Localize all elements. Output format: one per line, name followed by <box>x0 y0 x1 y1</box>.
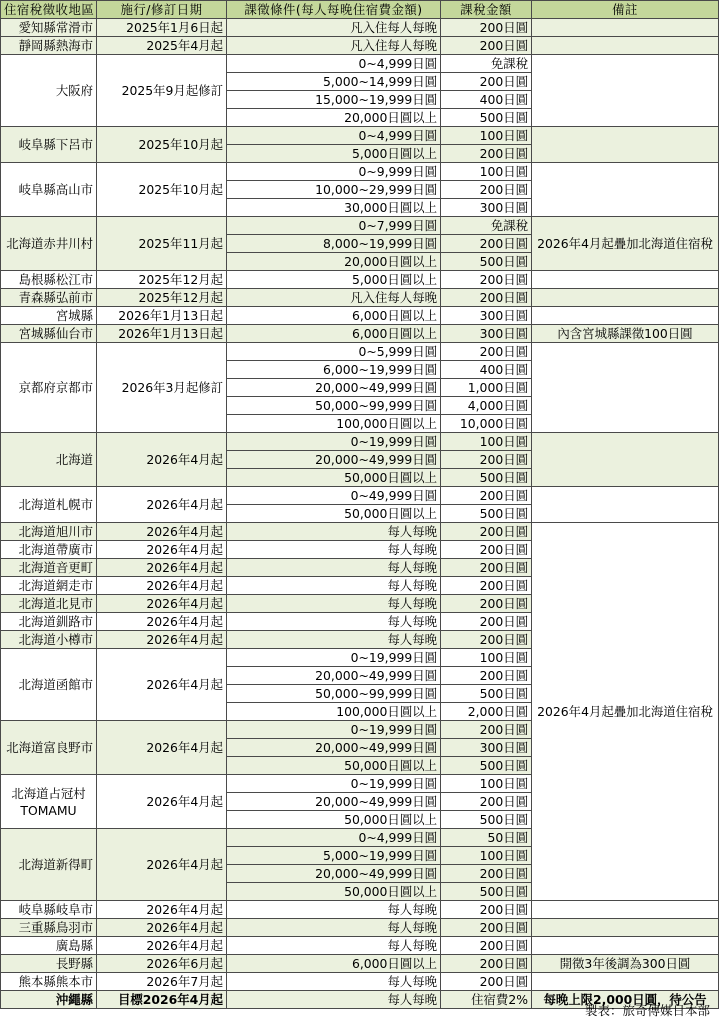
condition-cell: 20,000~49,999日圓 <box>227 865 441 883</box>
condition-cell: 50,000日圓以上 <box>227 883 441 901</box>
condition-cell: 8,000~19,999日圓 <box>227 235 441 253</box>
condition-cell: 20,000~49,999日圓 <box>227 667 441 685</box>
condition-cell: 每人每晚 <box>227 631 441 649</box>
area-cell: 三重縣鳥羽市 <box>1 919 97 937</box>
amount-cell: 100日圓 <box>441 847 532 865</box>
condition-cell: 30,000日圓以上 <box>227 199 441 217</box>
amount-cell: 500日圓 <box>441 811 532 829</box>
note-cell <box>532 937 719 955</box>
condition-cell: 20,000日圓以上 <box>227 109 441 127</box>
amount-cell: 500日圓 <box>441 685 532 703</box>
table-row <box>1 55 719 73</box>
date-cell: 2026年6月起 <box>97 955 227 973</box>
date-cell: 2026年4月起 <box>97 649 227 721</box>
note-cell <box>532 973 719 991</box>
table-row <box>1 937 719 955</box>
condition-cell: 5,000日圓以上 <box>227 271 441 289</box>
condition-cell: 每人每晚 <box>227 973 441 991</box>
condition-cell: 0~19,999日圓 <box>227 649 441 667</box>
area-cell: 北海道 <box>1 433 97 487</box>
amount-cell: 200日圓 <box>441 631 532 649</box>
date-cell: 2026年3月起修訂 <box>97 343 227 433</box>
amount-cell: 500日圓 <box>441 505 532 523</box>
condition-cell: 50,000日圓以上 <box>227 505 441 523</box>
amount-cell: 500日圓 <box>441 883 532 901</box>
note-cell: 開徵3年後調為300日圓 <box>532 955 719 973</box>
amount-cell: 100日圓 <box>441 127 532 145</box>
amount-cell: 10,000日圓 <box>441 415 532 433</box>
condition-cell: 0~5,999日圓 <box>227 343 441 361</box>
table-row <box>1 19 719 37</box>
condition-cell: 每人每晚 <box>227 937 441 955</box>
note-cell: 內含宮城縣課徵100日圓 <box>532 325 719 343</box>
date-cell: 2025年1月6日起 <box>97 19 227 37</box>
amount-cell: 200日圓 <box>441 343 532 361</box>
condition-cell: 每人每晚 <box>227 919 441 937</box>
table-row <box>1 955 719 973</box>
table-row <box>1 127 719 145</box>
merged-note-cell: 2026年4月起疊加北海道住宿稅 <box>532 523 719 901</box>
note-cell <box>532 307 719 325</box>
amount-cell: 50日圓 <box>441 829 532 847</box>
amount-cell: 200日圓 <box>441 559 532 577</box>
condition-cell: 0~4,999日圓 <box>227 829 441 847</box>
condition-cell: 0~4,999日圓 <box>227 55 441 73</box>
condition-cell: 50,000~99,999日圓 <box>227 397 441 415</box>
area-cell: 北海道赤井川村 <box>1 217 97 271</box>
date-cell: 2026年4月起 <box>97 595 227 613</box>
amount-cell: 300日圓 <box>441 325 532 343</box>
table-row <box>1 919 719 937</box>
condition-cell: 0~7,999日圓 <box>227 217 441 235</box>
date-cell: 2026年4月起 <box>97 559 227 577</box>
area-cell: 靜岡縣熱海市 <box>1 37 97 55</box>
condition-cell: 5,000~14,999日圓 <box>227 73 441 91</box>
header-note: 備註 <box>532 1 719 19</box>
area-cell: 宮城縣 <box>1 307 97 325</box>
note-cell <box>532 487 719 523</box>
amount-cell: 200日圓 <box>441 37 532 55</box>
table-row <box>1 487 719 505</box>
condition-cell: 每人每晚 <box>227 613 441 631</box>
amount-cell: 200日圓 <box>441 523 532 541</box>
amount-cell: 免課稅 <box>441 217 532 235</box>
area-cell: 北海道旭川市 <box>1 523 97 541</box>
condition-cell: 5,000日圓以上 <box>227 145 441 163</box>
date-cell: 2026年4月起 <box>97 523 227 541</box>
amount-cell: 200日圓 <box>441 595 532 613</box>
condition-cell: 6,000日圓以上 <box>227 955 441 973</box>
header-area: 住宿稅徵收地區 <box>1 1 97 19</box>
amount-cell: 100日圓 <box>441 649 532 667</box>
date-cell: 2026年4月起 <box>97 487 227 523</box>
table-row <box>1 307 719 325</box>
table-row <box>1 163 719 181</box>
condition-cell: 50,000日圓以上 <box>227 811 441 829</box>
note-cell <box>532 271 719 289</box>
date-cell: 2025年10月起 <box>97 127 227 163</box>
amount-cell: 1,000日圓 <box>441 379 532 397</box>
area-cell: 北海道北見市 <box>1 595 97 613</box>
note-cell <box>532 127 719 163</box>
condition-cell: 凡入住每人每晚 <box>227 37 441 55</box>
condition-cell: 0~9,999日圓 <box>227 163 441 181</box>
condition-cell: 每人每晚 <box>227 595 441 613</box>
condition-cell: 100,000日圓以上 <box>227 703 441 721</box>
area-cell: 岐阜縣高山市 <box>1 163 97 217</box>
date-cell: 2025年11月起 <box>97 217 227 271</box>
area-cell: 長野縣 <box>1 955 97 973</box>
area-cell: 北海道新得町 <box>1 829 97 901</box>
date-cell: 2025年9月起修訂 <box>97 55 227 127</box>
area-cell: 岐阜縣岐阜市 <box>1 901 97 919</box>
amount-cell: 2,000日圓 <box>441 703 532 721</box>
area-cell: 北海道小樽市 <box>1 631 97 649</box>
date-cell: 2026年7月起 <box>97 973 227 991</box>
amount-cell: 500日圓 <box>441 469 532 487</box>
amount-cell: 住宿費2% <box>441 991 532 1009</box>
table-row <box>1 523 719 541</box>
table-row <box>1 901 719 919</box>
condition-cell: 50,000~99,999日圓 <box>227 685 441 703</box>
date-cell: 2026年4月起 <box>97 919 227 937</box>
condition-cell: 6,000~19,999日圓 <box>227 361 441 379</box>
amount-cell: 200日圓 <box>441 955 532 973</box>
condition-cell: 每人每晚 <box>227 523 441 541</box>
amount-cell: 200日圓 <box>441 937 532 955</box>
date-cell: 2026年4月起 <box>97 541 227 559</box>
condition-cell: 15,000~19,999日圓 <box>227 91 441 109</box>
amount-cell: 200日圓 <box>441 181 532 199</box>
area-cell: 北海道富良野市 <box>1 721 97 775</box>
date-cell: 2025年12月起 <box>97 289 227 307</box>
area-cell: 宮城縣仙台市 <box>1 325 97 343</box>
condition-cell: 0~49,999日圓 <box>227 487 441 505</box>
note-cell <box>532 55 719 127</box>
amount-cell: 500日圓 <box>441 109 532 127</box>
condition-cell: 0~19,999日圓 <box>227 775 441 793</box>
table-row <box>1 433 719 451</box>
date-cell: 2026年4月起 <box>97 613 227 631</box>
condition-cell: 100,000日圓以上 <box>227 415 441 433</box>
condition-cell: 6,000日圓以上 <box>227 325 441 343</box>
date-cell: 2025年10月起 <box>97 163 227 217</box>
amount-cell: 4,000日圓 <box>441 397 532 415</box>
amount-cell: 200日圓 <box>441 793 532 811</box>
condition-cell: 20,000~49,999日圓 <box>227 379 441 397</box>
amount-cell: 200日圓 <box>441 901 532 919</box>
amount-cell: 100日圓 <box>441 433 532 451</box>
condition-cell: 0~19,999日圓 <box>227 721 441 739</box>
table-row <box>1 217 719 235</box>
table-row <box>1 37 719 55</box>
condition-cell: 每人每晚 <box>227 991 441 1009</box>
date-cell: 2025年4月起 <box>97 37 227 55</box>
amount-cell: 200日圓 <box>441 667 532 685</box>
area-cell: 京都府京都市 <box>1 343 97 433</box>
date-cell: 2026年4月起 <box>97 631 227 649</box>
area-cell: 岐阜縣下呂市 <box>1 127 97 163</box>
date-cell: 2025年12月起 <box>97 271 227 289</box>
condition-cell: 0~4,999日圓 <box>227 127 441 145</box>
table-body <box>1 19 719 1009</box>
date-cell: 目標2026年4月起 <box>97 991 227 1009</box>
amount-cell: 400日圓 <box>441 91 532 109</box>
amount-cell: 200日圓 <box>441 973 532 991</box>
area-cell: 北海道函館市 <box>1 649 97 721</box>
date-cell: 2026年4月起 <box>97 775 227 829</box>
area-cell: 北海道占冠村 TOMAMU <box>1 775 97 829</box>
condition-cell: 每人每晚 <box>227 577 441 595</box>
condition-cell: 20,000~49,999日圓 <box>227 739 441 757</box>
condition-cell: 每人每晚 <box>227 559 441 577</box>
date-cell: 2026年4月起 <box>97 901 227 919</box>
note-cell <box>532 919 719 937</box>
amount-cell: 400日圓 <box>441 361 532 379</box>
condition-cell: 20,000~49,999日圓 <box>227 451 441 469</box>
header-amount: 課稅金額 <box>441 1 532 19</box>
table-credit: 製表：旅奇傳媒日本部 <box>584 1003 710 1018</box>
amount-cell: 200日圓 <box>441 919 532 937</box>
amount-cell: 300日圓 <box>441 739 532 757</box>
date-cell: 2026年4月起 <box>97 433 227 487</box>
amount-cell: 200日圓 <box>441 235 532 253</box>
area-cell: 廣島縣 <box>1 937 97 955</box>
amount-cell: 500日圓 <box>441 253 532 271</box>
amount-cell: 200日圓 <box>441 451 532 469</box>
table-row <box>1 325 719 343</box>
amount-cell: 200日圓 <box>441 577 532 595</box>
note-cell <box>532 19 719 37</box>
note-cell <box>532 433 719 487</box>
amount-cell: 200日圓 <box>441 865 532 883</box>
date-cell: 2026年4月起 <box>97 829 227 901</box>
condition-cell: 20,000日圓以上 <box>227 253 441 271</box>
amount-cell: 200日圓 <box>441 19 532 37</box>
area-cell: 熊本縣熊本市 <box>1 973 97 991</box>
amount-cell: 200日圓 <box>441 487 532 505</box>
date-cell: 2026年1月13日起 <box>97 325 227 343</box>
condition-cell: 10,000~29,999日圓 <box>227 181 441 199</box>
date-cell: 2026年4月起 <box>97 721 227 775</box>
condition-cell: 凡入住每人每晚 <box>227 289 441 307</box>
area-cell: 北海道札幌市 <box>1 487 97 523</box>
table-header-row <box>1 1 719 19</box>
table-row <box>1 271 719 289</box>
area-cell: 北海道音更町 <box>1 559 97 577</box>
area-cell: 沖繩縣 <box>1 991 97 1009</box>
area-cell: 北海道釧路市 <box>1 613 97 631</box>
date-cell: 2026年4月起 <box>97 577 227 595</box>
amount-cell: 200日圓 <box>441 73 532 91</box>
amount-cell: 100日圓 <box>441 163 532 181</box>
amount-cell: 免課稅 <box>441 55 532 73</box>
date-cell: 2026年4月起 <box>97 937 227 955</box>
amount-cell: 300日圓 <box>441 199 532 217</box>
area-cell: 島根縣松江市 <box>1 271 97 289</box>
amount-cell: 200日圓 <box>441 721 532 739</box>
condition-cell: 50,000日圓以上 <box>227 469 441 487</box>
amount-cell: 200日圓 <box>441 289 532 307</box>
area-cell: 青森縣弘前市 <box>1 289 97 307</box>
amount-cell: 200日圓 <box>441 271 532 289</box>
condition-cell: 50,000日圓以上 <box>227 757 441 775</box>
table-row <box>1 289 719 307</box>
note-cell <box>532 163 719 217</box>
amount-cell: 200日圓 <box>441 541 532 559</box>
amount-cell: 300日圓 <box>441 307 532 325</box>
condition-cell: 每人每晚 <box>227 901 441 919</box>
condition-cell: 6,000日圓以上 <box>227 307 441 325</box>
amount-cell: 200日圓 <box>441 145 532 163</box>
area-cell: 大阪府 <box>1 55 97 127</box>
table-row <box>1 343 719 361</box>
area-cell: 北海道帶廣市 <box>1 541 97 559</box>
note-cell <box>532 289 719 307</box>
condition-cell: 凡入住每人每晚 <box>227 19 441 37</box>
note-cell <box>532 901 719 919</box>
note-cell <box>532 343 719 433</box>
condition-cell: 20,000~49,999日圓 <box>227 793 441 811</box>
header-condition: 課徵條件(每人每晚住宿費金額) <box>227 1 441 19</box>
area-cell: 愛知縣常滑市 <box>1 19 97 37</box>
amount-cell: 200日圓 <box>441 613 532 631</box>
area-cell: 北海道網走市 <box>1 577 97 595</box>
amount-cell: 500日圓 <box>441 757 532 775</box>
note-cell <box>532 37 719 55</box>
amount-cell: 100日圓 <box>441 775 532 793</box>
condition-cell: 0~19,999日圓 <box>227 433 441 451</box>
condition-cell: 每人每晚 <box>227 541 441 559</box>
condition-cell: 5,000~19,999日圓 <box>227 847 441 865</box>
header-date: 施行/修訂日期 <box>97 1 227 19</box>
table-row <box>1 973 719 991</box>
note-cell: 每晚上限2,000日圓，待公告 <box>532 991 719 1009</box>
note-cell: 2026年4月起疊加北海道住宿稅 <box>532 217 719 271</box>
date-cell: 2026年1月13日起 <box>97 307 227 325</box>
